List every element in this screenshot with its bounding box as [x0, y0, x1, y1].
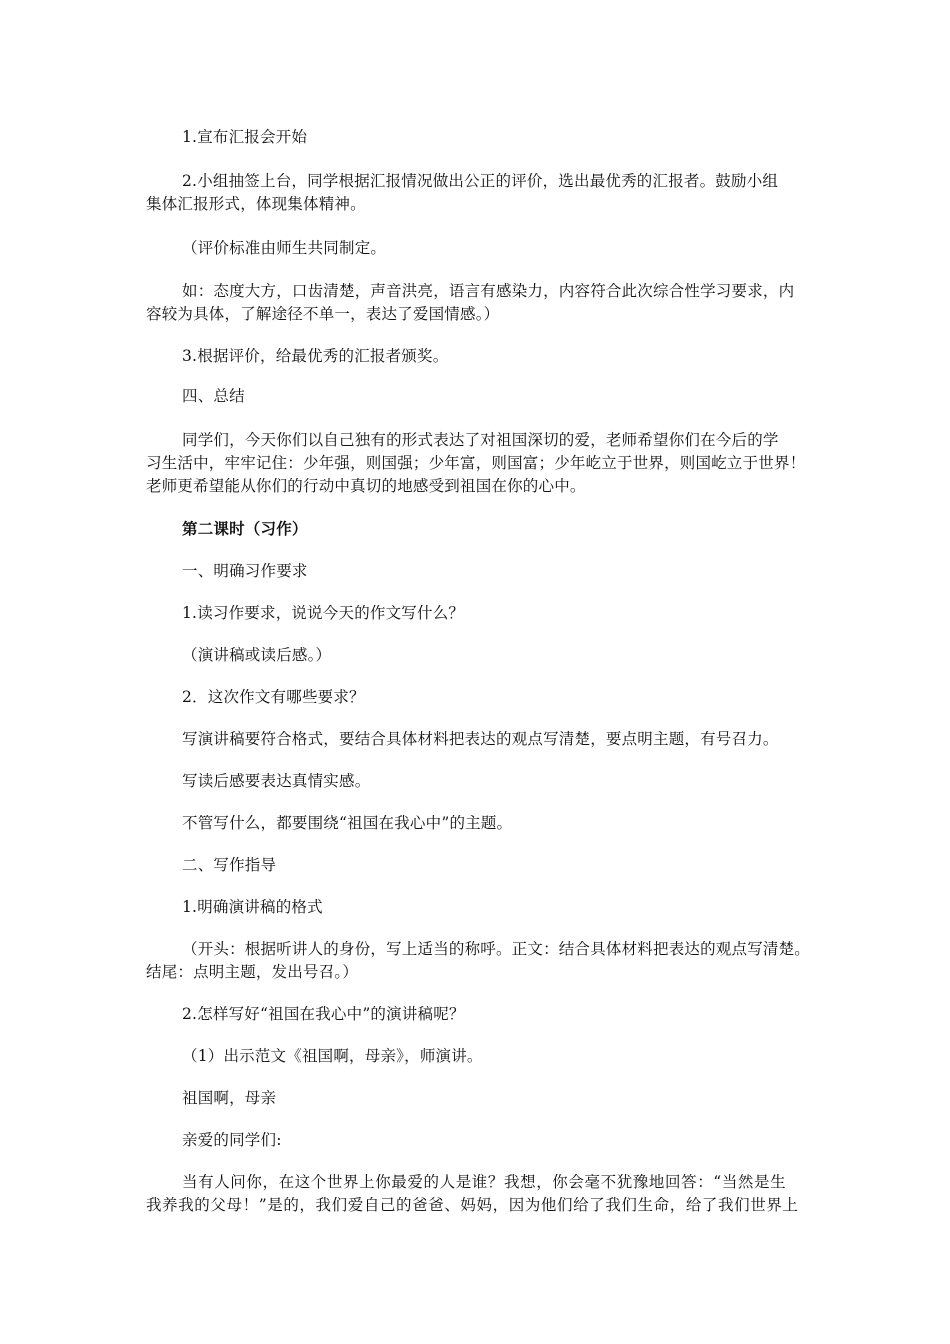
text-line: 容较为具体，了解途径不单一，表达了爱国情感。）: [146, 305, 500, 323]
text-line: 结尾：点明主题，发出号召。）: [146, 963, 359, 981]
document-page: [146, 0, 818, 1344]
text-line: 写演讲稿要符合格式，要结合具体材料把表达的观点写清楚，要点明主题，有号召力。: [182, 730, 779, 748]
text-line: （评价标准由师生共同制定。: [182, 239, 387, 257]
text-line: 不管写什么，都要围绕“祖国在我心中”的主题。: [182, 814, 513, 832]
text-line: 3.根据评价，给最优秀的汇报者颁奖。: [182, 347, 449, 365]
text-line: 2.怎样写好“祖国在我心中”的演讲稿呢？: [182, 1005, 465, 1023]
text-line: 1.宣布汇报会开始: [182, 128, 308, 146]
speech-salutation: 亲爱的同学们:: [182, 1131, 282, 1149]
speech-text-line: 当有人问你，在这个世界上你最爱的人是谁？我想，你会毫不犹豫地回答：“当然是生: [182, 1173, 787, 1191]
text-line: 习生活中，牢牢记住：少年强，则国强；少年富，则国富；少年屹立于世界，则国屹立于世界！: [146, 454, 806, 472]
text-line: 2．这次作文有哪些要求？: [182, 688, 365, 706]
section-heading: 一、明确习作要求: [182, 562, 308, 580]
text-line: 同学们，今天你们以自己独有的形式表达了对祖国深切的爱，老师希望你们在今后的学: [182, 431, 779, 449]
speech-text-line: 我养我的父母！”是的，我们爱自己的爸爸、妈妈，因为他们给了我们生命，给了我们世界上: [146, 1196, 799, 1214]
text-line: （开头：根据听讲人的身份，写上适当的称呼。正文：结合具体材料把表达的观点写清楚。: [182, 940, 811, 958]
text-line: 1.读习作要求，说说今天的作文写什么？: [182, 604, 465, 622]
lesson-heading: 第二课时（习作）: [182, 519, 308, 538]
text-line: （演讲稿或读后感。）: [182, 646, 332, 664]
text-line: 2.小组抽签上台，同学根据汇报情况做出公正的评价，选出最优秀的汇报者。鼓励小组: [182, 172, 779, 190]
text-line: 写读后感要表达真情实感。: [182, 772, 371, 790]
text-line: 1.明确演讲稿的格式: [182, 898, 323, 916]
speech-title: 祖国啊，母亲: [182, 1089, 277, 1107]
text-line: 老师更希望能从你们的行动中真切的地感受到祖国在你的心中。: [146, 477, 586, 495]
section-heading: 二、写作指导: [182, 856, 277, 874]
text-line: 如：态度大方，口齿清楚，声音洪亮，语言有感染力，内容符合此次综合性学习要求，内: [182, 282, 795, 300]
text-line: 集体汇报形式，体现集体精神。: [146, 195, 366, 213]
section-heading: 四、总结: [182, 387, 245, 405]
text-line: （1）出示范文《祖国啊，母亲》，师演讲。: [182, 1047, 483, 1065]
